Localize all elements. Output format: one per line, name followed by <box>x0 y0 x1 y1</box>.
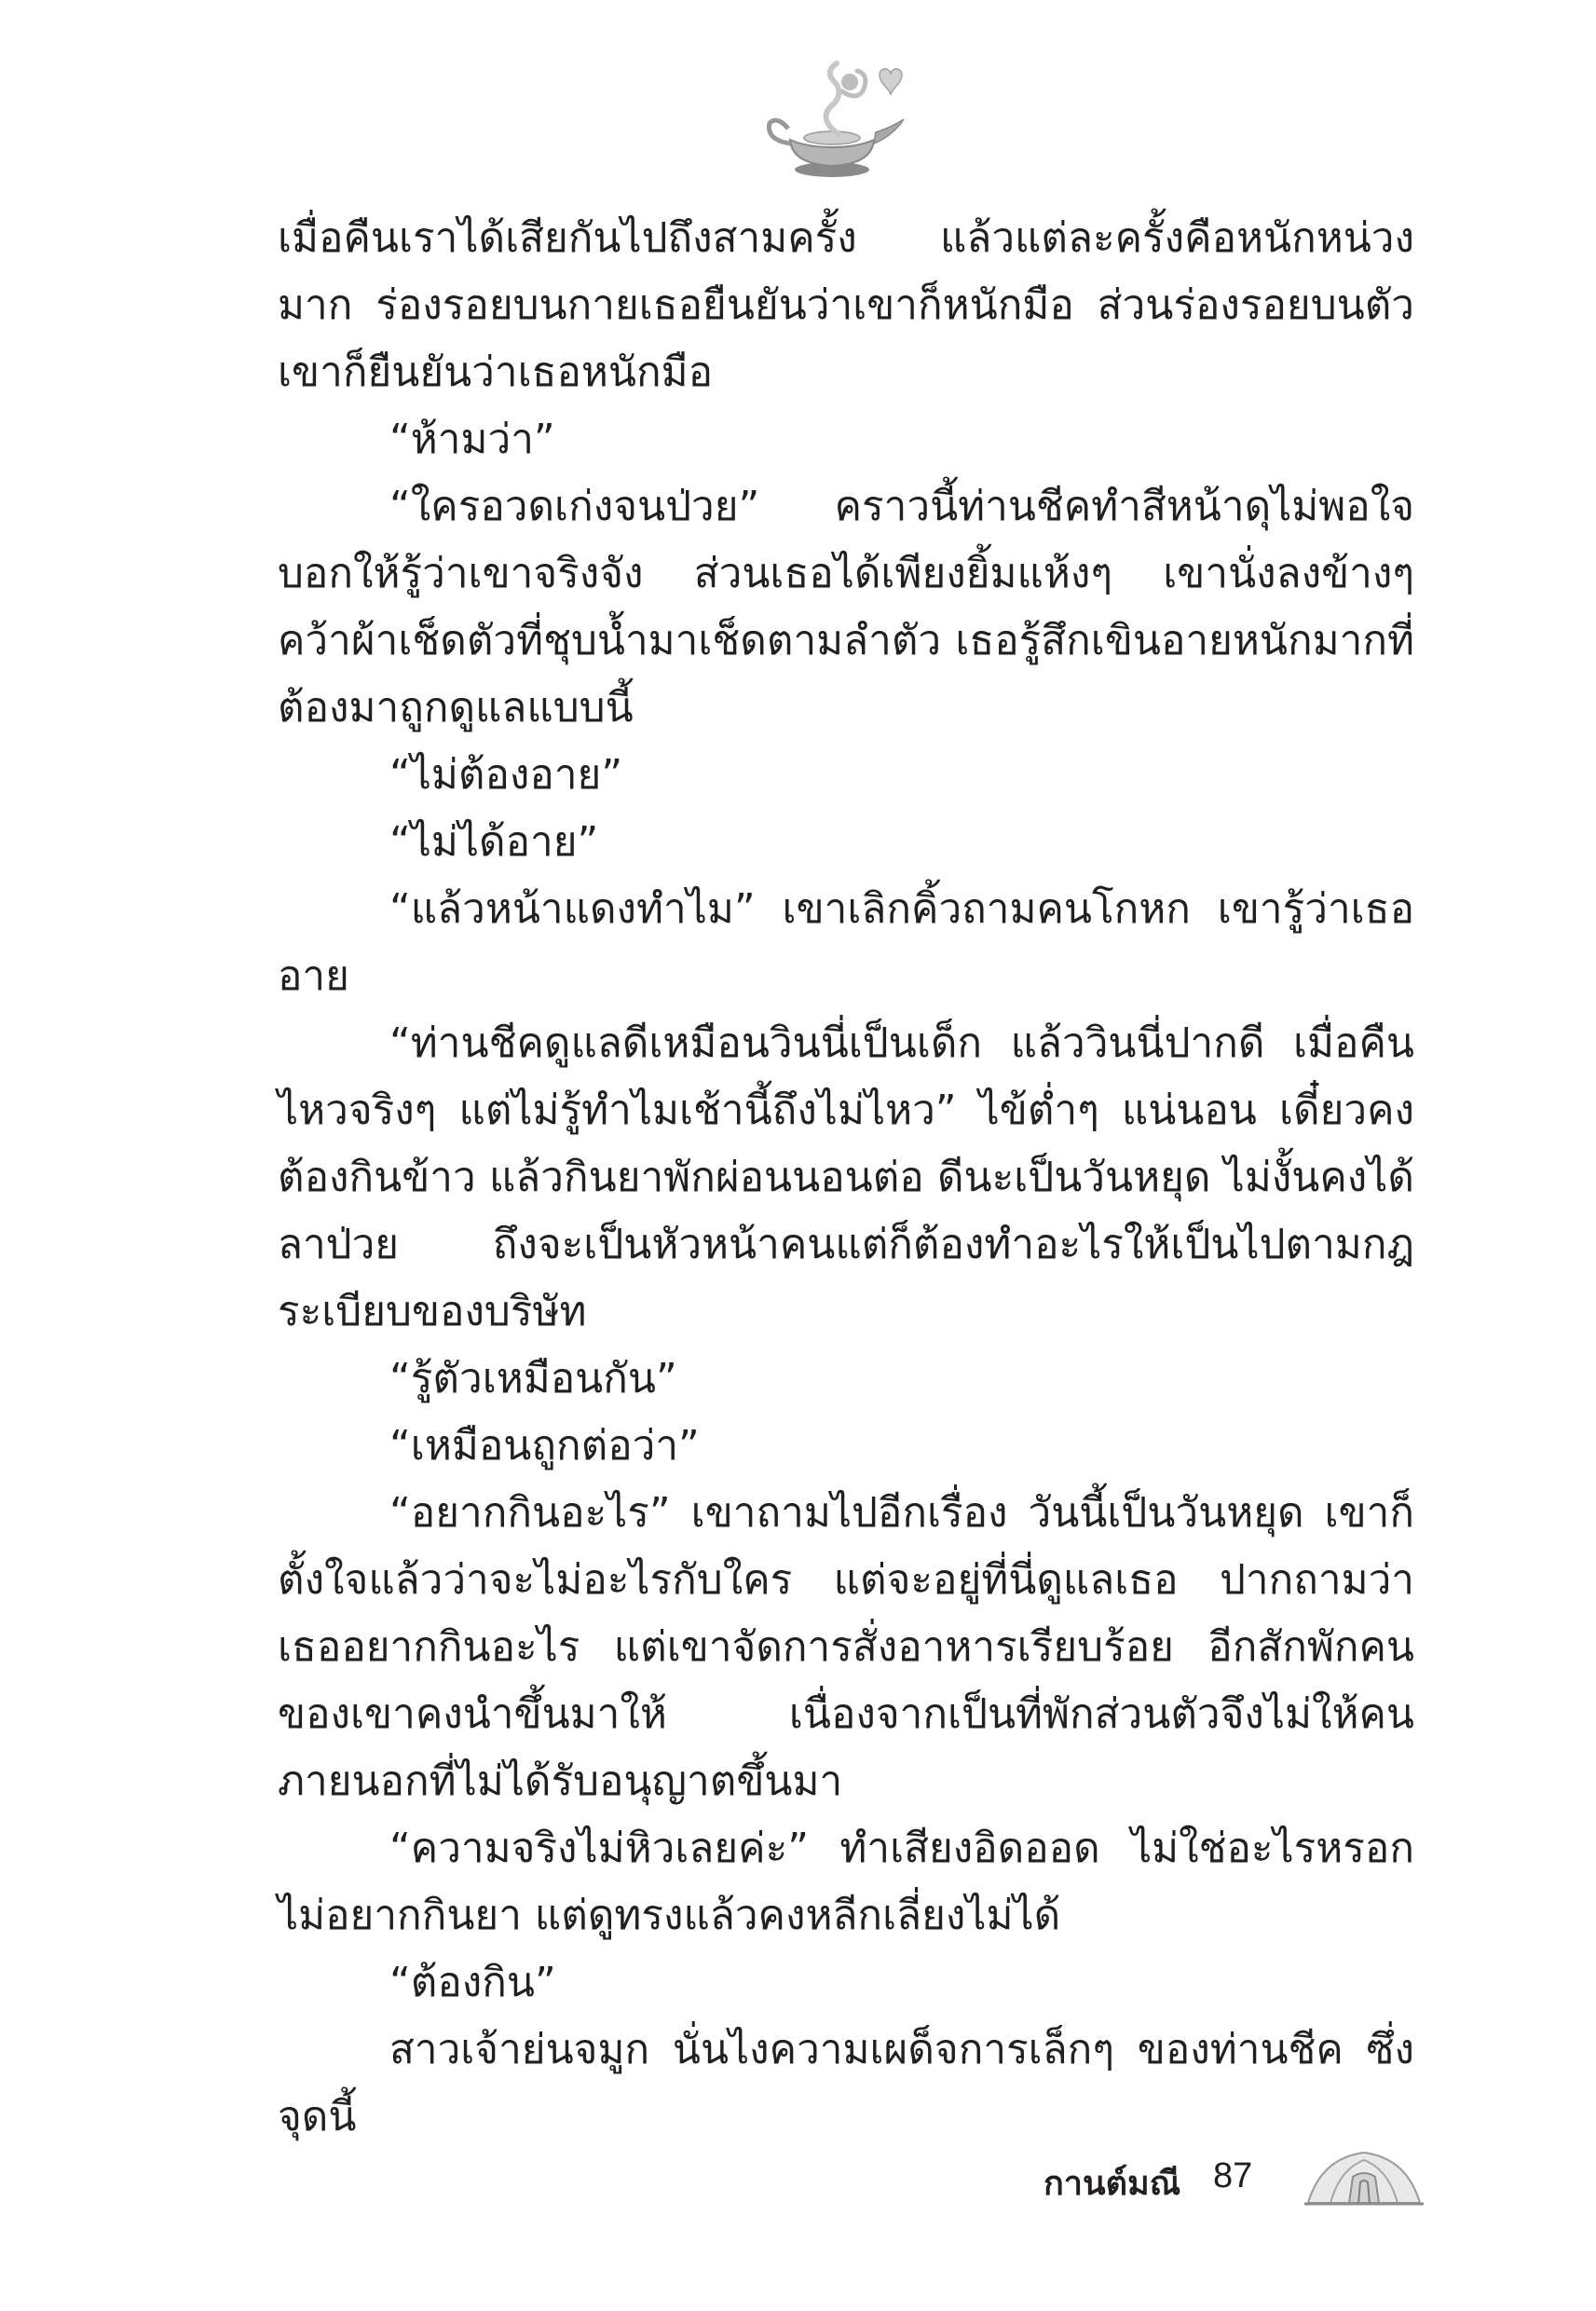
paragraph: เมื่อคืนเราได้เสียกันไปถึงสามครั้ง แล้วแต่ละครั้งคือหนักหน่วงมาก ร่องรอยบนกายเธอยืนยันว่าเขาก็หนักมือ ส่วนร่องรอยบนตัวเขาก็ยืนยันว่าเธอหนักมือ <box>278 214 1414 396</box>
page-number: 87 <box>1213 2156 1253 2195</box>
body-text <box>278 205 1414 2151</box>
paragraph: “รู้ตัวเหมือนกัน” <box>389 1355 677 1402</box>
book-title: กานต์มณี <box>1044 2165 1181 2203</box>
paragraph: สาวเจ้าย่นจมูก นั่นไงความเผด็จการเล็กๆ ของท่านชีค ซึ่งจุดนี้ <box>278 2026 1414 2140</box>
paragraph: “ต้องกิน” <box>389 1959 556 2006</box>
page-footer <box>932 2145 1453 2220</box>
paragraph: “ไม่ต้องอาย” <box>389 751 623 799</box>
genie-lamp-icon <box>753 54 911 185</box>
paragraph: “เหมือนถูกต่อว่า” <box>389 1422 700 1470</box>
paragraph: “ความจริงไม่หิวเลยค่ะ” ทำเสียงอิดออด ไม่ใช่อะไรหรอกไม่อยากกินยา แต่ดูทรงแล้วคงหลีกเลี่ยงไม่ได้ <box>278 1825 1414 1939</box>
tent-dome-icon <box>1303 2145 1425 2210</box>
paragraph: “ไม่ได้อาย” <box>389 818 599 866</box>
paragraph: “อยากกินอะไร” เขาถามไปอีกเรื่อง วันนี้เป็นวันหยุด เขาก็ตั้งใจแล้วว่าจะไม่อะไรกับใคร แต่จะอยู่ที่นี่ดูแลเธอ ปากถามว่าเธออยากกินอะไร แต่เขาจัดการสั่งอาหารเรียบร้อย อีกสักพักคนของเขาคงนำขึ้นมาให้ เนื่องจากเป็นที่พักส่วนตัวจึงไม่ให้คนภายนอกที่ไม่ได้รับอนุญาตขึ้นมา <box>278 1489 1414 1805</box>
paragraph: “ห้ามว่า” <box>389 416 555 463</box>
paragraph: “ใครอวดเก่งจนป่วย” คราวนี้ท่านชีคทำสีหน้าดุไม่พอใจ บอกให้รู้ว่าเขาจริงจัง ส่วนเธอได้เพียงยิ้มแห้งๆ เขานั่งลงข้างๆ คว้าผ้าเช็ดตัวที่ชุบน้ำมาเช็ดตามลำตัว เธอรู้สึกเขินอายหนักมากที่ต้องมาถูกดูแลแบบนี้ <box>278 483 1414 732</box>
paragraph: “ท่านชีคดูแลดีเหมือนวินนี่เป็นเด็ก แล้ววินนี่ปากดี เมื่อคืนไหวจริงๆ แต่ไม่รู้ทำไมเช้านี้ถึงไม่ไหว” ไข้ต่ำๆ แน่นอน เดี๋ยวคงต้องกินข้าว แล้วกินยาพักผ่อนนอนต่อ ดีนะเป็นวันหยุด ไม่งั้นคงได้ลาป่วย ถึงจะเป็นหัวหน้าคนแต่ก็ต้องทำอะไรให้เป็นไปตามกฎระเบียบของบริษัท <box>278 1019 1414 1335</box>
paragraph: “แล้วหน้าแดงทำไม” เขาเลิกคิ้วถามคนโกหก เขารู้ว่าเธออาย <box>278 885 1414 1000</box>
